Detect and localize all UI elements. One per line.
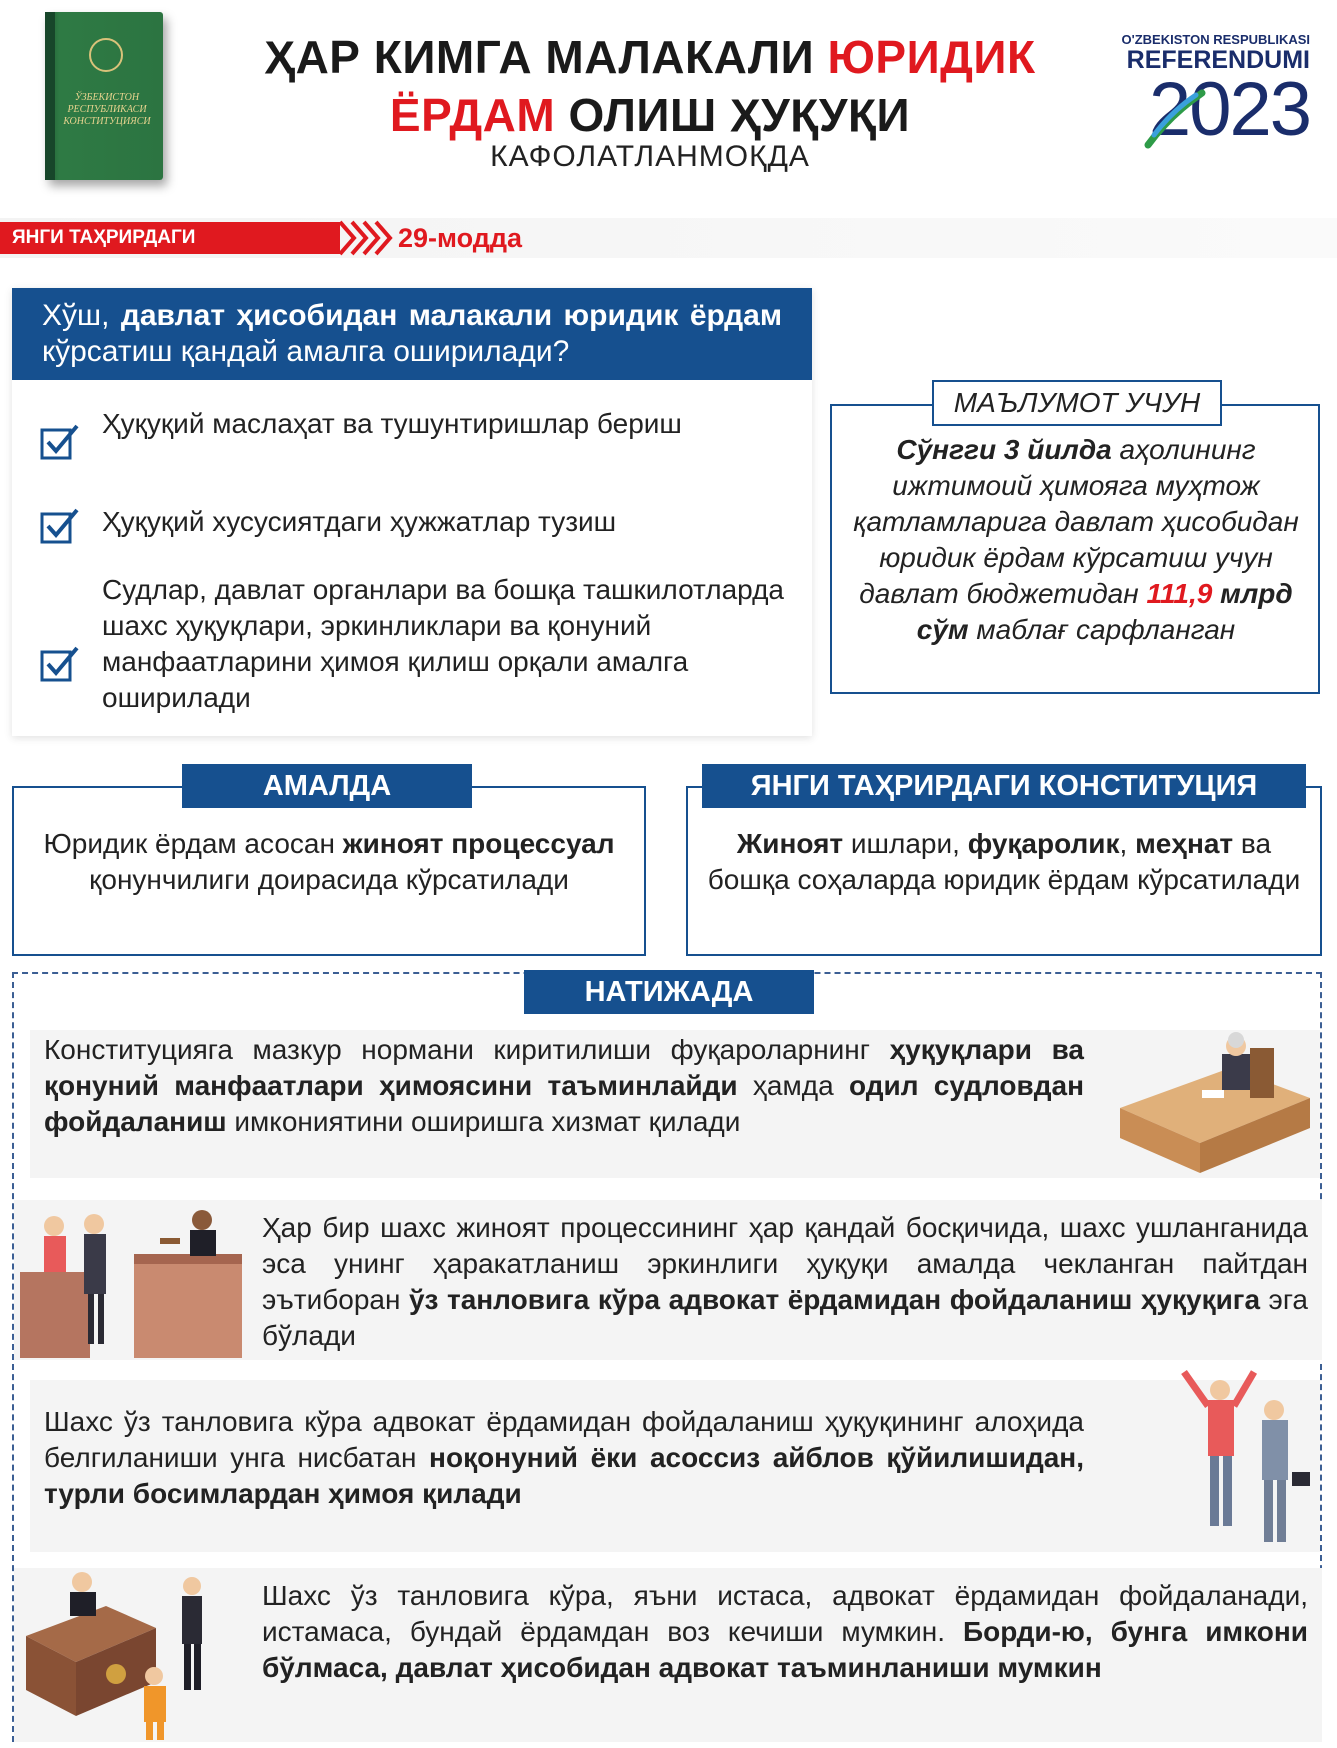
- list-item: Ҳуқуқий хусусиятдаги ҳужжатлар тузиш: [102, 506, 617, 537]
- nc-bold-3: меҳнат: [1135, 828, 1234, 859]
- checkbox-icon: [40, 506, 80, 546]
- lawyer-defendant-illustration: [16, 1566, 242, 1742]
- title-red2: ЁРДАМ: [389, 89, 556, 141]
- amalda-span-2: қонунчилиги доирасида кўрсатилади: [89, 864, 569, 895]
- result-text-4: [262, 1578, 1308, 1686]
- r1-span-3: имкониятини оширишга хизмат қилади: [226, 1106, 741, 1137]
- referendum-label: REFERENDUMI: [1126, 46, 1310, 74]
- question-heading: [12, 288, 812, 380]
- r1-bold-2: одил судловдан фойдаланиш: [44, 1070, 1085, 1137]
- nc-span-1: ишлари,: [843, 828, 968, 859]
- info-span-1: аҳолининг ижтимоий ҳимояга муҳтож қатламларига давлат ҳисобидан юридик ёрдам кўрсатиш учун давлат бюджетидан: [853, 434, 1299, 609]
- amalda-title: АМАЛДА: [182, 764, 472, 808]
- referendum-country: O'ZBEKISTON RESPUBLIKASI: [1121, 32, 1310, 47]
- r4-span-1: Шахс ўз танловига кўра, яъни истаса, адвокат ёрдамидан фойдаланади, истамаса, бундай ёрдамдан воз кечиши мумкин.: [262, 1580, 1308, 1647]
- amalda-span-1: Юридик ёрдам асосан: [43, 828, 343, 859]
- question-text-1: Хўш,: [42, 299, 121, 332]
- r2-bold-1: ўз танловига кўра адвокат ёрдамидан фойдаланиш ҳуқуқига: [408, 1284, 1261, 1315]
- new-constitution-title: ЯНГИ ТАҲРИРДАГИ КОНСТИТУЦИЯ: [702, 764, 1306, 808]
- r4-bold-1: Борди-ю, бунга имкони бўлмаса, давлат ҳисобидан адвокат таъминланиши мумкин: [262, 1616, 1308, 1683]
- result-text-1: [44, 1032, 1084, 1140]
- title-part1: ҲАР КИМГА МАЛАКАЛИ: [264, 31, 828, 83]
- amalda-bold: жиноят процессуал: [342, 828, 615, 859]
- emblem-icon: [89, 38, 123, 72]
- checkbox-icon: [40, 644, 80, 684]
- referendum-flag-icon: [1140, 85, 1210, 155]
- list-item: Судлар, давлат органлари ва бошқа ташкилотларда шахс ҳуқуқлари, эркинликлари ва қонуний манфаатларини ҳимоя қилиш орқали амалга оширилади: [102, 574, 784, 713]
- info-span-2: маблағ сарфланган: [968, 614, 1236, 645]
- list-item: Ҳуқуқий маслаҳат ва тушунтиришлар бериш: [102, 408, 682, 439]
- ribbon-label: ЯНГИ ТАҲРИРДАГИ КОНСТИТУЦИЯ: [0, 222, 340, 254]
- checkbox-icon: [40, 422, 80, 462]
- courtroom-illustration: [14, 1202, 244, 1360]
- nc-bold-1: Жиноят: [736, 828, 844, 859]
- book-title: ЎЗБЕКИСТОН РЕСПУБЛИКАСИ КОНСТИТУЦИЯСИ: [63, 92, 151, 127]
- results-title: НАТИЖАДА: [524, 970, 814, 1014]
- page-title: [180, 28, 1120, 144]
- r2-span-1: Ҳар бир шахс жиноят процессининг ҳар қандай босқичида, шахс ушланганида эса унинг ҳаракатланиш эркинлиги ҳуқуқи амалда чекланган пайтдан эътиборан: [262, 1212, 1308, 1315]
- info-title: МАЪЛУМОТ УЧУН: [932, 380, 1222, 426]
- r2-span-2: эга бўлади: [262, 1284, 1309, 1351]
- title-part2: ОЛИШ ҲУҚУҚИ: [555, 89, 911, 141]
- question-text-bold: давлат ҳисобидан малакали юридик ёрдам: [120, 299, 783, 332]
- two-men-illustration: [1170, 1362, 1320, 1552]
- nc-bold-2: фуқаролик: [967, 828, 1120, 859]
- r1-span-1: Конституцияга мазкур нормани киритилиши фуқароларнинг: [44, 1034, 890, 1065]
- nc-span-3: ва бошқа соҳаларда юридик ёрдам кўрсатилади: [707, 828, 1301, 895]
- info-text: [846, 432, 1306, 648]
- question-text-2: кўрсатиш қандай амалга оширилади?: [42, 335, 570, 368]
- book-spine: [45, 12, 55, 180]
- r3-bold-1: ноқонуний ёки асоссиз айблов қўйилишидан, турли босимлардан ҳимоя қилади: [44, 1442, 1084, 1509]
- referendum-year: 2023: [1148, 67, 1310, 152]
- info-unit: млрд сўм: [916, 578, 1293, 645]
- new-constitution-text: [702, 826, 1306, 898]
- constitution-book-image: [45, 12, 163, 180]
- chevrons-icon: [338, 220, 394, 256]
- title-red1: ЮРИДИК: [827, 31, 1036, 83]
- r1-span-2: ҳамда: [737, 1070, 849, 1101]
- r1-bold-1: ҳуқуқлари ва қонуний манфаатлари ҳимоясини таъминлайди: [44, 1034, 1084, 1101]
- r3-span-1: Шахс ўз танловига кўра адвокат ёрдамидан фойдаланиш ҳуқуқининг алоҳида белгиланиши унга нисбатан: [44, 1406, 1084, 1473]
- amalda-text: [30, 826, 628, 898]
- article-number: 29-модда: [398, 223, 523, 253]
- info-amount: 111,9: [1146, 578, 1213, 609]
- result-text-3: [44, 1404, 1084, 1512]
- result-text-2: [262, 1210, 1308, 1354]
- judge-desk-illustration: [1110, 1028, 1320, 1178]
- page-subtitle: КАФОЛАТЛАНМОҚДА: [490, 140, 810, 173]
- nc-span-2: ,: [1119, 828, 1136, 859]
- info-bold-1: Сўнгги 3 йилда: [896, 434, 1112, 465]
